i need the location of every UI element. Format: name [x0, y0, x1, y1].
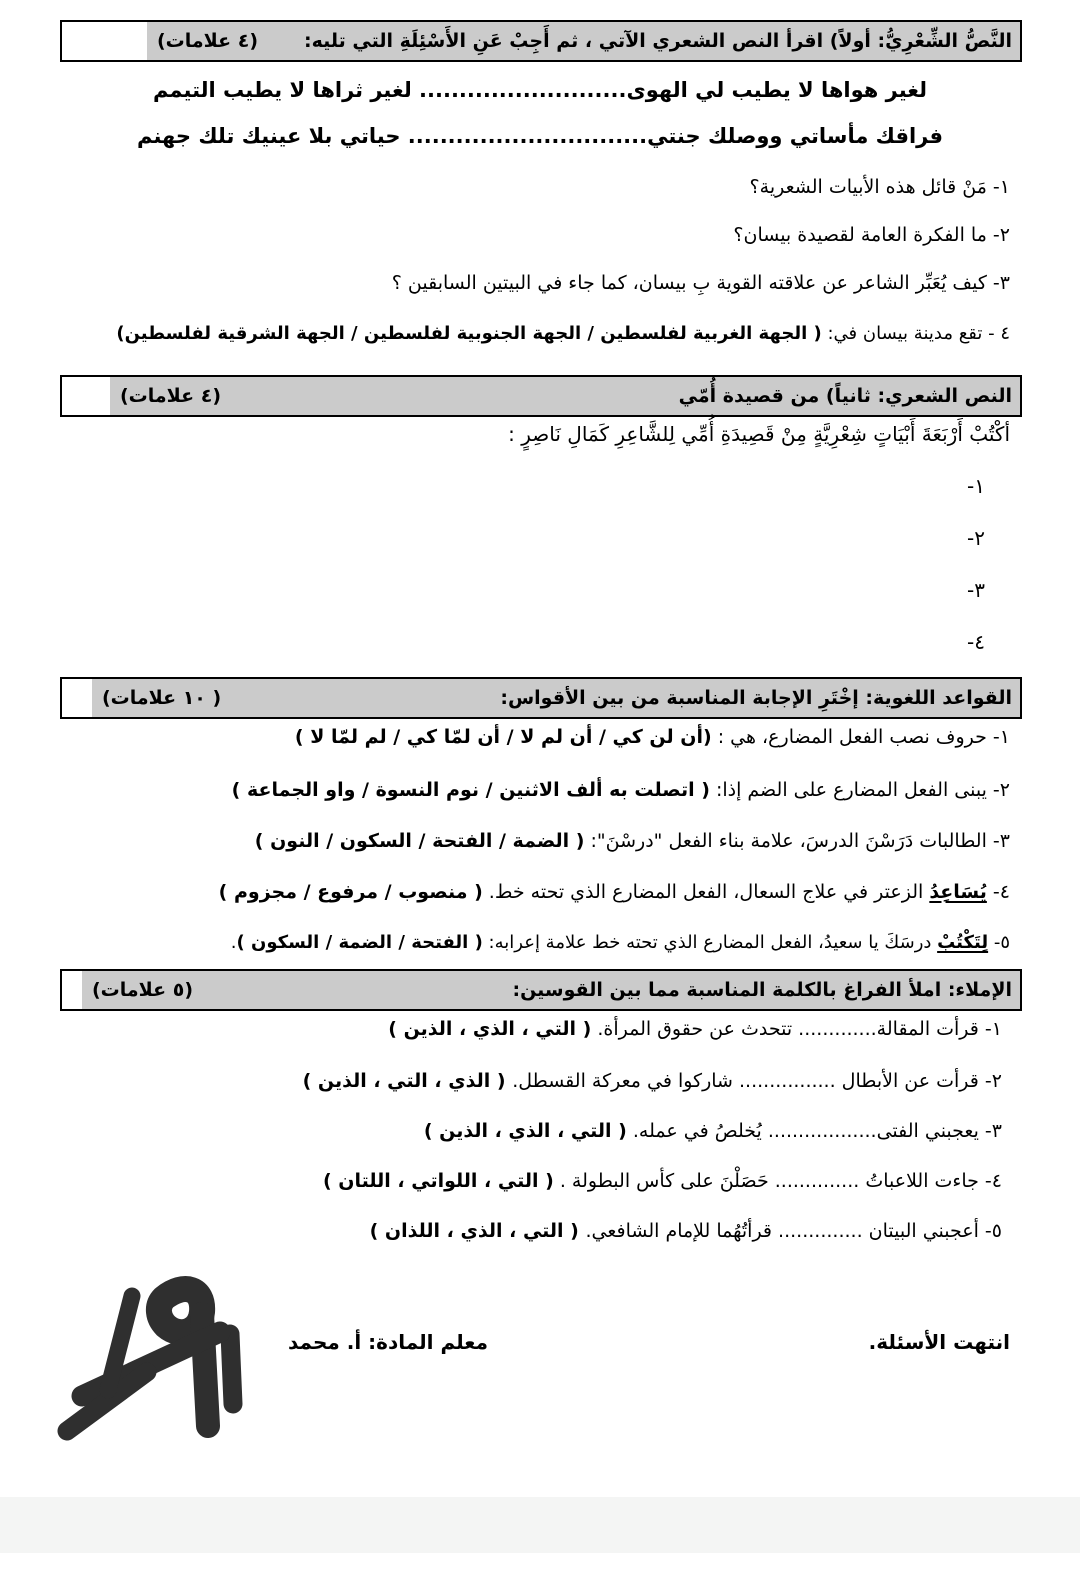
section-title: الإملاء: املأ الفراغ بالكلمة المناسبة مما بين القوسين: [512, 979, 1012, 1001]
signature-scribble [52, 1276, 272, 1456]
question-3: ٣- كيف يُعَبِّر الشاعر عن علاقته القوية بِ بيسان، كما جاء في البيتين السابقين ؟ [391, 272, 1010, 294]
grammar-question-5: ٥- لِتَكْتُبْ درسَكَ يا سعيدُ، الفعل المضارع الذي تحته خط علامة إعرابه: ( الفتحة / الضمة / السكون ). [230, 932, 1010, 953]
dictation-question-1: ١- قرأت المقالة............. تتحدث عن حقوق المرأة. ( التي ، الذي ، الذين ) [388, 1018, 1002, 1040]
poem-verses [0, 75, 1080, 151]
poem-verse: فراقك مأساتي ووصلك جنتي.............................. حياتي بلا عينيك تلك جهنم [137, 124, 943, 148]
end-of-questions-note: انتهت الأسئلة. [868, 1330, 1010, 1354]
section-marks: (٤ علامات) [120, 385, 221, 407]
grammar-question-2: ٢- يبنى الفعل المضارع على الضم إذا: ( اتصلت به ألف الاثنين / نوم النسوة / واو الجماعة ) [231, 779, 1010, 801]
section-header-poetic-text-2 [60, 375, 1022, 417]
section-title: النص الشعري: ثانياً) من قصيدة أُمّي [678, 385, 1012, 407]
answer-blank-line: ٢- [967, 526, 985, 550]
dictation-question-4: ٤- جاءت اللاعباتُ .............. حَصَلْنَ على كأس البطولة . ( التي ، اللواتي ، اللتان ) [323, 1170, 1002, 1192]
section-marks: (٤ علامات) [157, 30, 258, 52]
score-box [62, 377, 110, 415]
section-header-poetic-text-1 [60, 20, 1022, 62]
answer-blank-line: ٤- [967, 630, 985, 654]
question-1: ١- مَنْ قائل هذه الأبيات الشعرية؟ [749, 176, 1010, 198]
section-marks: ( ١٠ علامات) [102, 687, 222, 709]
section-header-dictation [60, 969, 1022, 1011]
section-marks: (٥ علامات) [92, 979, 193, 1001]
teacher-name: معلم المادة: أ. محمد [288, 1330, 488, 1354]
dictation-question-5: ٥- أعجبني البيتان .............. قرأتُهُما للإمام الشافعي. ( التي ، الذي ، اللذان ) [369, 1220, 1002, 1242]
grammar-question-1: ١- حروف نصب الفعل المضارع، هي : (أن لن كي / أن لم لا / أن لمّا كي / لم لمّا لا ) [294, 726, 1010, 748]
section-header-grammar [60, 677, 1022, 719]
dictation-question-2: ٢- قرأت عن الأبطال ................ شاركوا في معركة القسطل. ( الذي ، التي ، الذين ) [302, 1070, 1002, 1092]
question-2: ٢- ما الفكرة العامة لقصيدة بيسان؟ [733, 224, 1010, 246]
answer-blank-line: ٣- [967, 578, 985, 602]
grammar-question-4: ٤- يُسَاعِدُ الزعتر في علاج السعال، الفعل المضارع الذي تحته خط. ( منصوب / مرفوع / مجزوم ) [218, 881, 1010, 903]
answer-blanks [0, 473, 1080, 655]
page-bottom-strip [0, 1497, 1080, 1553]
score-box [62, 679, 92, 717]
section2-instruction: أكْتُبْ أَرْبَعَةَ أَبْيَاتٍ شِعْرِيَّةٍ مِنْ قَصِيدَةِ أُمِّي لِلشَّاعِرِ كَمَالِ نَاصِرٍ : [508, 422, 1010, 446]
section-title: القواعد اللغوية: إخْتَرِ الإجابة المناسبة من بين الأقواس: [500, 687, 1012, 709]
dictation-question-3: ٣- يعجبني الفتى.................. يُخلصُ في عمله. ( التي ، الذي ، الذين ) [423, 1120, 1002, 1142]
answer-blank-line: ١- [967, 474, 985, 498]
score-box [62, 22, 147, 60]
question-4: ٤ - تقع مدينة بيسان في: ( الجهة الغربية لفلسطين / الجهة الجنوبية لفلسطين / الجهة الشرقية لفلسطين) [116, 323, 1010, 344]
section-title: النَّصُّ الشِّعْرِيُّ: أولاً) اقرأ النص الشعري الآتي ، ثم أَجِبْ عَنِ الأَسْئِلَةِ التي تليه: [304, 30, 1012, 52]
score-box [62, 971, 82, 1009]
poem-verse: لغير هواها لا يطيب لي الهوى.......................... لغير ثراها لا يطيب التيمم [152, 78, 928, 102]
grammar-question-3: ٣- الطالبات دَرَسْنَ الدرسَ، علامة بناء الفعل "درسْنَ": ( الضمة / الفتحة / السكون / النون ) [254, 830, 1010, 852]
